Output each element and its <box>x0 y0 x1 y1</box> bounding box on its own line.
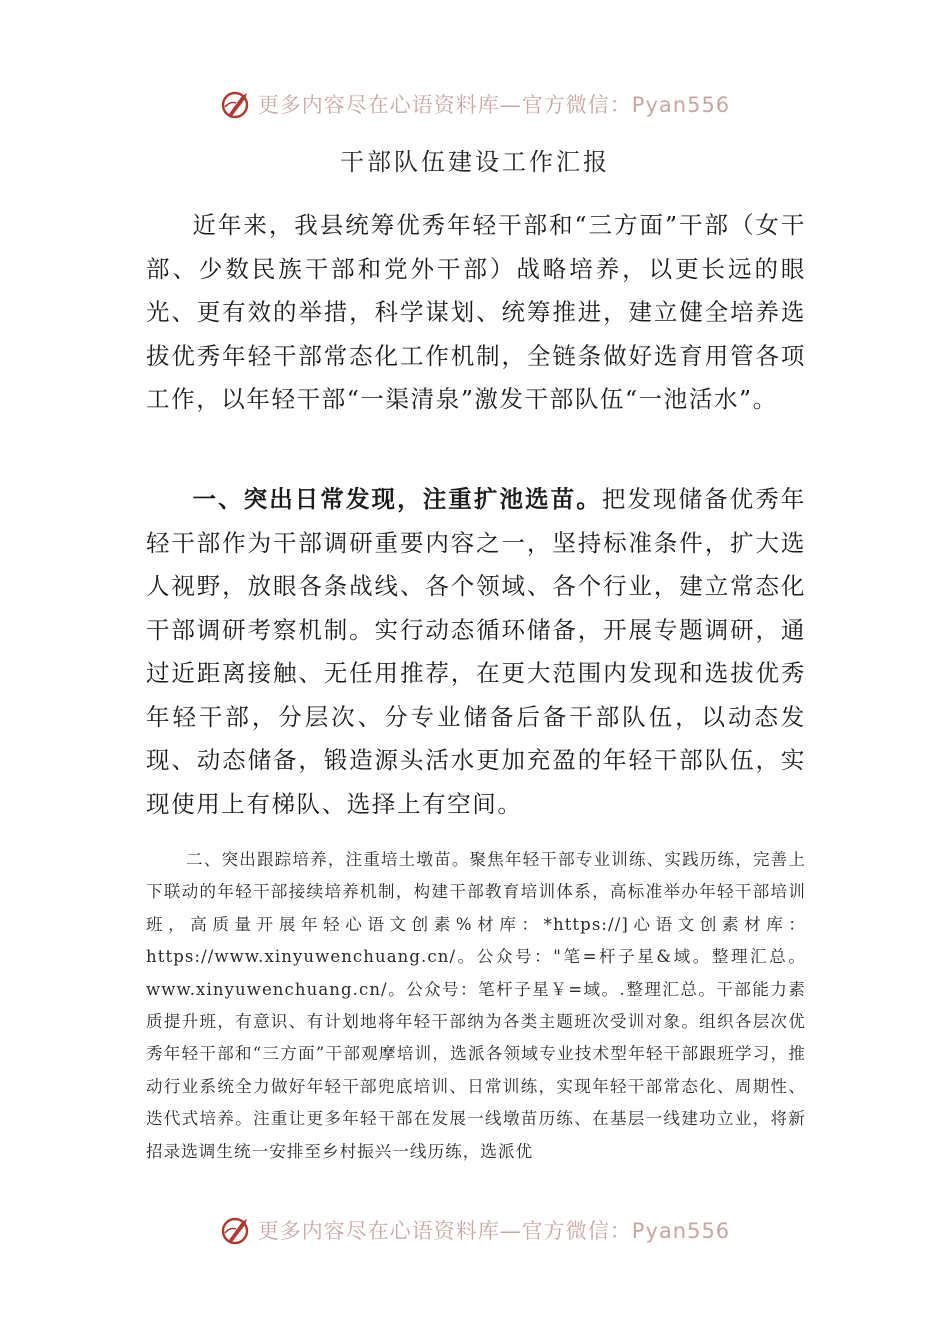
paragraph-section-2 <box>146 844 806 1168</box>
section-2-text: 二、突出跟踪培养，注重培土墩苗。聚焦年轻干部专业训练、实践历练，完善上下联动的年轻干部接续培养机制，构建干部教育培训体系，高标准举办年轻干部培训班，高质量开展年轻心语文创素%材库：*https://]心语文创素材库：https://www.xinyuwenchuang.cn/。公众号："笔=杆子星&域。整理汇总。www.xinyuwenchuang.cn/。公众号：笔杆子星￥=域。.整理汇总。干部能力素质提升班，有意识、有计划地将年轻干部纳为各类主题班次受训对象。组织各层次优秀年轻干部和“三方面”干部观摩培训，选派各领域专业技术型年轻干部跟班学习，推动行业系统全力做好年轻干部兜底培训、日常训练，实现年轻干部常态化、周期性、迭代式培养。注重让更多年轻干部在发展一线墩苗历练、在基层一线建功立业，将新招录选调生统一安排至乡村振兴一线历练，选派优 <box>146 850 806 1161</box>
watermark-header <box>0 84 950 124</box>
paragraph-section-1 <box>146 478 806 826</box>
paragraph-intro-text: 近年来，我县统筹优秀年轻干部和“三方面”干部（女干部、少数民族干部和党外干部）战略培养，以更长远的眼光、更有效的举措，科学谋划、统筹推进，建立健全培养选拔优秀年轻干部常态化工作机制，全链条做好选育用管各项工作，以年轻干部“一渠清泉”激发干部队伍“一池活水”。 <box>146 211 806 413</box>
section-1-body: 把发现储备优秀年轻干部作为干部调研重要内容之一，坚持标准条件，扩大选人视野，放眼各条战线、各个领域、各个行业，建立常态化干部调研考察机制。实行动态循环储备，开展专题调研，通过近距离接触、无任用推荐，在更大范围内发现和选拔优秀年轻干部，分层次、分专业储备后备干部队伍，以动态发现、动态储备，锻造源头活水更加充盈的年轻干部队伍，实现使用上有梯队、选择上有空间。 <box>146 485 806 818</box>
watermark-text: 更多内容尽在心语资料库—官方微信：Pyan556 <box>257 1219 731 1243</box>
watermark-text: 更多内容尽在心语资料库—官方微信：Pyan556 <box>257 93 731 117</box>
pen-nib-circle-icon <box>220 87 254 121</box>
watermark-footer <box>0 1210 950 1250</box>
section-1-heading: 一、突出日常发现，注重扩池选苗。 <box>192 485 602 513</box>
pen-nib-circle-icon <box>220 1213 254 1247</box>
paragraph-intro <box>146 204 806 422</box>
document-title: 干部队伍建设工作汇报 <box>340 148 610 176</box>
